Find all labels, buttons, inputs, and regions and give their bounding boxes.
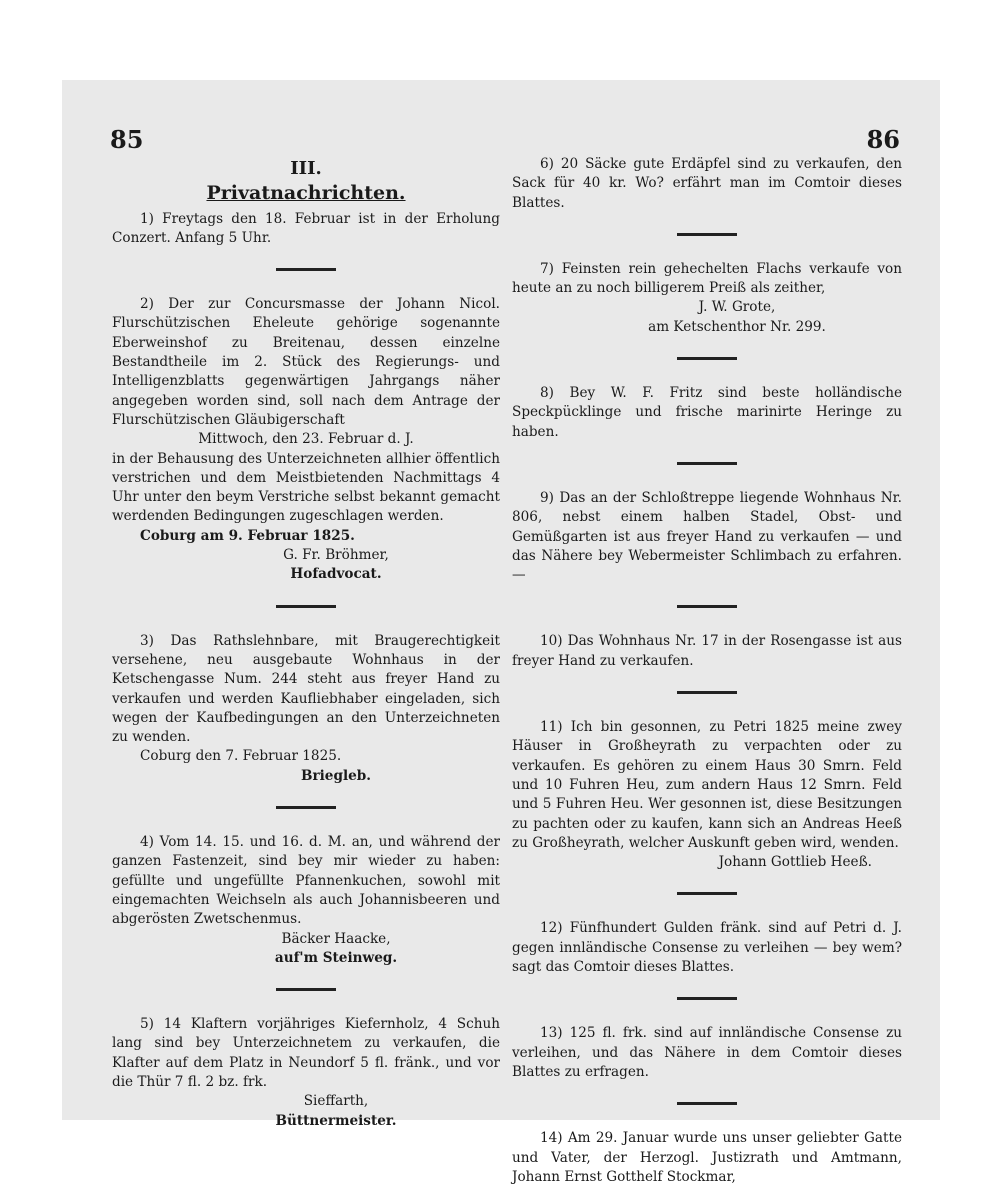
notice-13: 13) 125 fl. frk. sind auf innländische Consense zu verleihen, und das Nähere in dem Comtoir dieses Blattes zu erfragen. [512,1025,902,1080]
notice-6: 6) 20 Säcke gute Erdäpfel sind zu verkaufen, den Sack für 40 kr. Wo? erfährt man im Comtoir dieses Blattes. [512,156,902,211]
notice-7-signature-address: am Ketschenthor Nr. 299. [648,318,826,335]
notice-2-signature-title: Hofadvocat. [290,566,382,583]
section-number: III. [290,158,322,179]
notice-2-place: Coburg am 9. Februar 1825. [140,527,355,544]
notice-14: 14) Am 29. Januar wurde uns unser geliebter Gatte und Vater, der Herzogl. Justizrath und Amtmann, Johann Ernst Gotthelf Stockmar, [512,1130,902,1185]
notice-12: 12) Fünfhundert Gulden fränk. sind auf Petri d. J. gegen innländische Consense zu verleihen — bey wem? sagt das Comtoir dieses Blattes. [512,920,902,976]
left-column [112,155,500,1131]
separator [276,806,336,809]
notice-5-signature: Sieffarth, [303,1093,369,1110]
notice-7-body: 7) Feinsten rein gehechelten Flachs verkaufe von heute an zu noch billigerem Preiß als zeither, [512,260,902,297]
notice-2-date: Mittwoch, den 23. Februar d. J. [198,431,414,448]
notice-5-signature-title: Büttnermeister. [275,1112,397,1129]
separator [276,988,336,991]
notice-2-signature: G. Fr. Bröhmer, [283,547,389,564]
page-number-right: 86 [866,125,900,154]
separator [677,892,737,895]
notice-11-body: 11) Ich bin gesonnen, zu Petri 1825 meine zwey Häuser in Großheyrath zu verpachten oder zu verkaufen. Es gehören zu einem Haus 30 Smrn. Feld und 10 Fuhren Heu, zum andern Haus 12 Smrn. Feld und 5 Fuhren Heu. Wer gesonnen ist, diese Besitzungen zu pachten oder zu kaufen, kann sich an Andreas Heeß zu Großheyrath, welcher Auskunft geben wird, wenden. [512,719,902,851]
separator [677,691,737,694]
notice-3-signature: Briegleb. [300,767,372,784]
separator [677,357,737,360]
separator [677,462,737,465]
notice-1: 1) Freytags den 18. Februar ist in der Erholung Conzert. Anfang 5 Uhr. [112,210,500,246]
notice-3-place: Coburg den 7. Februar 1825. [140,748,342,765]
newspaper-spread [92,115,910,1185]
notice-4-signature-address: auf'm Steinweg. [274,949,398,966]
notice-10: 10) Das Wohnhaus Nr. 17 in der Rosengasse ist aus freyer Hand zu verkaufen. [512,633,902,669]
notice-2-body: 2) Der zur Concursmasse der Johann Nicol. Flurschützischen Eheleute gehörige sogenannte Eberweinshof zu Breitenau, dessen einzelne Bestandtheile im 2. Stück des Regierungs- und Intelligenzblatts gegenwärtigen Jahrgangs näher angegeben worden sind, soll nach dem Antrage der Flurschützischen Gläubigerschaft [112,296,500,428]
separator [276,268,336,271]
notice-2-rest: in der Behausung des Unterzeichneten allhier öffentlich verstrichen und dem Meistbietenden Nachmittags 4 Uhr unter den beym Verstriche selbst bekannt gemacht werdenden Bedingungen zugeschlagen werden. [112,450,500,525]
notice-3-body: 3) Das Rathslehnbare, mit Braugerechtigkeit versehene, neu ausgebaute Wohnhaus in der Ketschengasse Num. 244 steht aus freyer Hand zu verkaufen und werden Kaufliebhaber eingeladen, sich wegen der Kaufbedingungen an den Unterzeichneten zu wenden. [112,632,500,746]
separator [677,605,737,608]
section-title: Privatnachrichten. [206,182,406,205]
page-number-left: 85 [110,125,144,154]
separator [677,233,737,236]
separator [677,1102,737,1105]
separator [276,605,336,608]
right-column [512,155,902,1187]
notice-8: 8) Bey W. F. Fritz sind beste holländische Speckpücklinge und frische marinirte Heringe zu haben. [512,385,902,440]
notice-9: 9) Das an der Schloßtreppe liegende Wohnhaus Nr. 806, nebst einem halben Stadel, Obst- und Gemüßgarten ist aus freyer Hand zu verkaufen — und das Nähere bey Webermeister Schlimbach zu erfahren. — [512,489,902,584]
separator [677,997,737,1000]
notice-11-signature: Johann Gottlieb Heeß. [718,854,872,871]
notice-5-body: 5) 14 Klaftern vorjähriges Kiefernholz, 4 Schuh lang sind bey Unterzeichnetem zu verkaufen, die Klafter auf dem Platz in Neundorf 5 fl. fränk., und vor die Thür 7 fl. 2 bz. frk. [112,1016,500,1090]
notice-7-signature: J. W. Grote, [698,299,776,316]
notice-4-signature: Bäcker Haacke, [281,930,391,947]
notice-4-body: 4) Vom 14. 15. und 16. d. M. an, und während der ganzen Fastenzeit, sind bey mir wieder zu haben: gefüllte und ungefüllte Pfannenkuchen, sowohl mit eingemachten Weichseln als auch Johannisbeeren und abgerösten Zwetschenmus. [112,834,500,928]
